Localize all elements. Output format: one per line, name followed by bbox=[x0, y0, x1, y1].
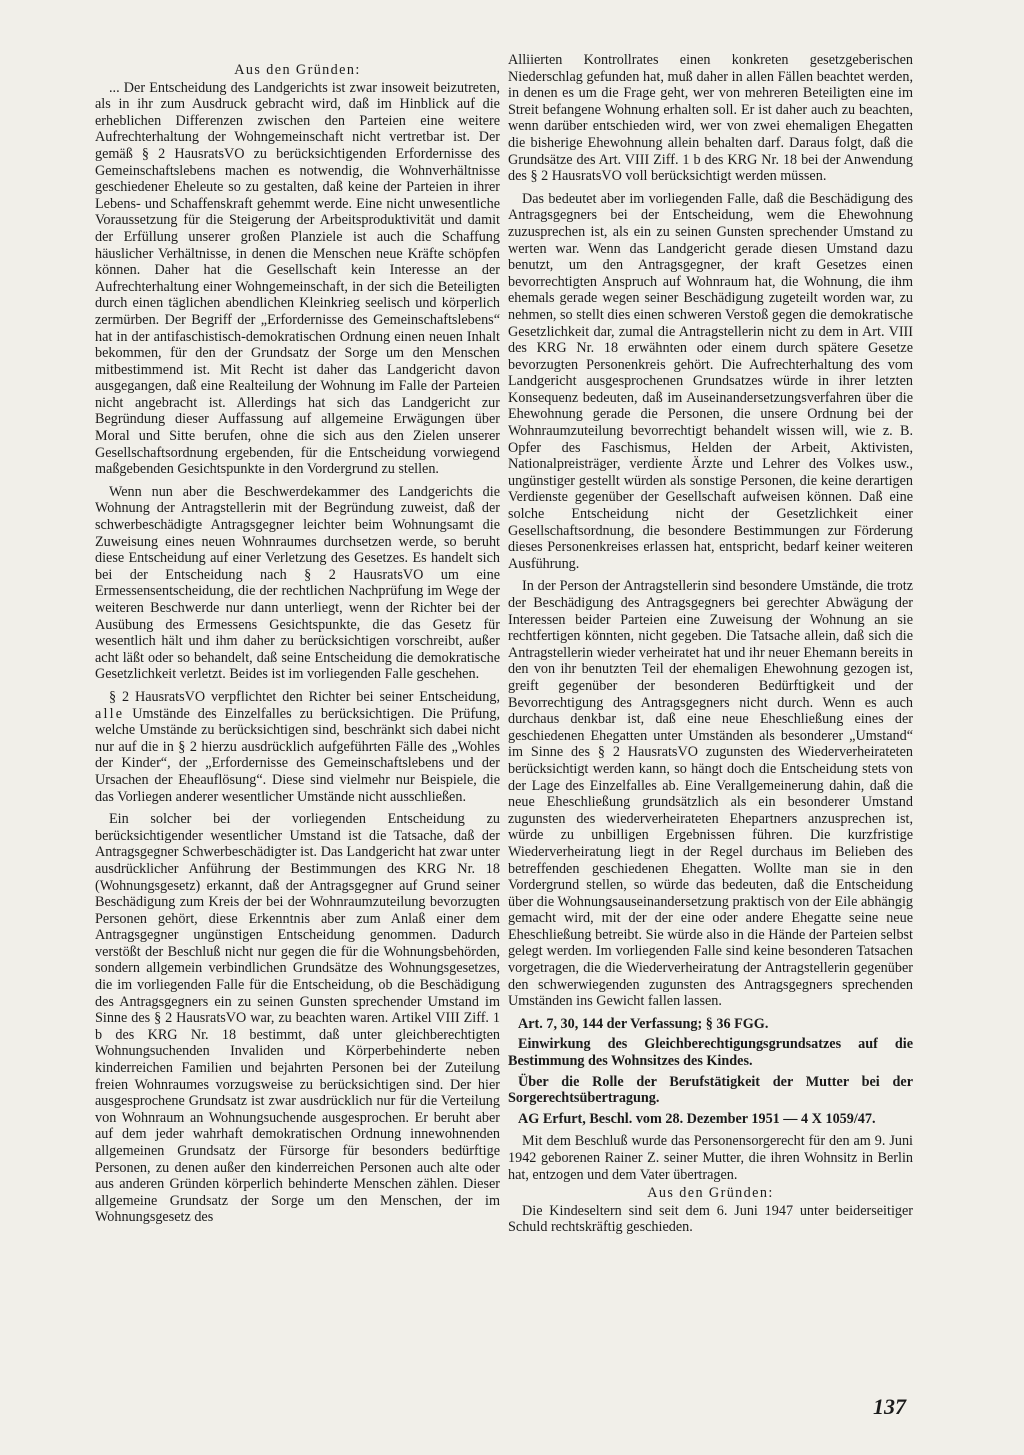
paragraph: Die Kindeseltern sind seit dem 6. Juni 1947 unter beiderseitiger Schuld rechtskräftig geschieden. bbox=[508, 1202, 913, 1236]
case-headnote: Einwirkung des Gleichberechtigungsgrundsatzes auf die Bestimmung des Wohnsitzes des Kindes. bbox=[508, 1036, 913, 1070]
section-heading: Aus den Gründen: bbox=[234, 62, 361, 78]
case-headnote: Über die Rolle der Berufstätigkeit der Mutter bei der Sorgerechtsübertragung. bbox=[508, 1073, 913, 1107]
left-column bbox=[95, 62, 500, 1226]
paragraph: § 2 HausratsVO verpflichtet den Richter bei seiner Entscheidung, alle Umstände des Einzelfalles zu berücksichtigen. Die Prüfung, welche Umstände zu berücksichtigen sind, beschränkt sich dabei nicht nur auf die in § 2 hierzu ausdrücklich aufgeführten Fälle des „Wohles der Kinder“, der „Erfordernisse des Gemeinschaftslebens und der Ursachen der Eheauflösung“. Diese sind vielmehr nur Beispiele, die das Vorliegen anderer wesentlicher Umstände nicht ausschließen. bbox=[95, 688, 500, 805]
spaced-emphasis: alle bbox=[95, 705, 125, 722]
paragraph: Das bedeutet aber im vorliegenden Falle, daß die Beschädigung des Antragsgegners bei der Entscheidung, wem die Ehewohnung zuzusprechen ist, als ein zu seinen Gunsten sprechender Umstand zu werten war. Wenn das Landgericht gerade diesen Umstand dazu benutzt, um den Antragsgegner, der kraft Gesetzes einen bevorrechtigten Anspruch auf Wohnraum hat, die Wohnung, die ihm ehemals gerade wegen seiner Beschädigung zugeteilt worden war, zu nehmen, so stellt dies einen schweren Verstoß gegen die demokratische Gesetzlichkeit dar, zumal die Antragstellerin nicht zu dem in Art. VIII des KRG Nr. 18 erwähnten oder einem durch spätere Gesetze bevorzugten Personenkreis gehört. Die Aufrechterhaltung des vom Landgericht ausgesprochenen Grundsatzes würde in ihrer letzten Konsequenz bedeuten, daß im Auseinandersetzungsverfahren über die Ehewohnung gerade die Personen, die unsere Ordnung bei der Wohnraumzuteilung bevorrechtigt behandelt wissen will, wie z. B. Opfer des Faschismus, Helden der Arbeit, Aktivisten, Nationalpreisträger, verdiente Ärzte und Lehrer des Volkes usw., ungünstiger gestellt würden als sonstige Personen, die keine derartigen Verdienste gegenüber der Gesellschaft aufweisen können. Daß eine solche Entscheidung nicht der Gesetzlichkeit einer Gesellschaftsordnung, die besondere Bestimmungen zur Förderung dieses Personenkreises erlassen hat, entspricht, bedarf keiner weiteren Ausführung. bbox=[508, 190, 913, 572]
page-number: 137 bbox=[873, 1394, 906, 1419]
paragraph: In der Person der Antragstellerin sind besondere Umstände, die trotz der Beschädigung des Antragsgegners bei gerechter Abwägung der Interessen beider Parteien eine Zuweisung der Wohnung an sie rechtfertigen könnten, nicht gegeben. Die Tatsache allein, daß sich die Antragstellerin wieder verheiratet hat und ihr neuer Ehemann bereits in den von ihr benutzten Teil der ehemaligen Ehewohnung gezogen ist, greift gegenüber der besonderen Bedürftigkeit und der Bevorrechtigung des Antragsgegners nicht durch. Wenn es auch durchaus denkbar ist, daß eine neue Eheschließung eines der geschiedenen Ehegatten unter Umständen als besonderer „Umstand“ im Sinne des § 2 HausratsVO zugunsten des Wiederverheirateten berücksichtigt werden kann, so hängt doch die Entscheidung stets von der Lage des Einzelfalles ab. Eine Verallgemeinerung dahin, daß die neue Eheschließung grundsätzlich als ein besonderer Umstand zugunsten des wiederverheirateten Ehepartners anzusprechen ist, würde zu unbilligen Ergebnissen führen. Die kurzfristige Wiederverheiratung liegt in der Regel durchaus im Belieben des betreffenden geschiedenen Ehegatten. Wollte man sie in den Vordergrund stellen, so würde das bedeuten, daß die Entscheidung über die Wohnungsauseinandersetzung praktisch von der Eile abhängig gemacht wird, mit der der eine oder andere Ehegatte seine neue Eheschließung betreibt. Sie würde also in die Hände der Parteien selbst gelegt werden. Im vorliegenden Falle sind keine besonderen Tatsachen vorgetragen, die die Wiederverheiratung der Antragstellerin gegenüber den schwerwiegenden zugunsten des Antragsgegners sprechenden Umständen ins Gewicht fallen lassen. bbox=[508, 578, 913, 1010]
paragraph: Mit dem Beschluß wurde das Personensorgerecht für den am 9. Juni 1942 geborenen Rainer Z. seiner Mutter, die ihren Wohnsitz in Berlin hat, entzogen und dem Vater übertragen. bbox=[508, 1133, 913, 1183]
section-heading: Aus den Gründen: bbox=[647, 1185, 774, 1202]
case-citation: AG Erfurt, Beschl. vom 28. Dezember 1951 — 4 X 1059/47. bbox=[518, 1110, 876, 1127]
right-column bbox=[508, 52, 913, 1236]
case-law-references: Art. 7, 30, 144 der Verfassung; § 36 FGG. bbox=[518, 1015, 769, 1032]
paragraph: ... Der Entscheidung des Landgerichts ist zwar insoweit beizutreten, als in ihr zum Ausdruck gebracht wird, daß im Hinblick auf die erheblichen Differenzen zwischen den Parteien eine weitere Aufrechterhaltung der Wohngemeinschaft nicht vertretbar ist. Der gemäß § 2 HausratsVO zu berücksichtigenden Erfordernisse des Gemeinschaftslebens machen es notwendig, die Wohnverhältnisse geschiedener Eheleute so zu gestalten, daß keine der Parteien in ihrer Lebens- und Schaffenskraft gehemmt werde. Eine nicht unwesentliche Voraussetzung für die Steigerung der Arbeitsproduktivität und damit der Erfüllung unserer großen Planziele ist auch die Schaffung häuslicher Verhältnisse, in denen die Menschen neue Kräfte schöpfen können. Daher hat die Gesellschaft kein Interesse an der Aufrechterhaltung einer Wohngemeinschaft, in der sich die Beteiligten durch einen täglichen abendlichen Kleinkrieg seelisch und körperlich zermürben. Der Begriff der „Erfordernisse des Gemeinschaftslebens“ hat in der antifaschistisch-demokratischen Ordnung einen neuen Inhalt bekommen, für den der Grundsatz der Sorge um den Menschen mitbestimmend ist. Mit Recht ist daher das Landgericht davon ausgegangen, daß eine Realteilung der Wohnung im Falle der Parteien nicht angebracht ist. Allerdings hat sich das Landgericht zur Begründung dieser Auffassung auf allgemeine Erwägungen über Moral und Sitte berufen, ohne die sich aus den Zielen unserer Gesellschaftsordnung ergebenden, für die Entscheidung vorwiegend maßgebenden Gesichtspunkte in den Vordergrund zu stellen. bbox=[95, 79, 500, 478]
paragraph: Alliierten Kontrollrates einen konkreten gesetzgeberischen Niederschlag gefunden hat, muß daher in allen Fällen beachtet werden, in denen es um die Frage geht, wer von mehreren Beteiligten eine im Streit befangene Wohnung erhalten soll. Er ist daher auch zu beachten, wenn darüber entschieden wird, wer von zwei ehemaligen Ehegatten die bisherige Ehewohnung allein behalten darf. Daraus folgt, daß die Grundsätze des Art. VIII Ziff. 1 b des KRG Nr. 18 bei der Anwendung des § 2 HausratsVO voll berücksichtigt werden müssen. bbox=[508, 52, 913, 185]
paragraph: Ein solcher bei der vorliegenden Entscheidung zu berücksichtigender wesentlicher Umstand ist die Tatsache, daß der Antragsgegner Schwerbeschädigter ist. Das Landgericht hat zwar unter ausdrücklicher Anführung der Bestimmungen des KRG Nr. 18 (Wohnungsgesetz) erkannt, daß der Antragsgegner auf Grund seiner Beschädigung zum Kreis der bei der Wohnraumzuteilung bevorzugten Personen gehört, diese Erkenntnis aber zum Anlaß einer dem Antragsgegner ungünstigen Entscheidung genommen. Dadurch verstößt der Beschluß nicht nur gegen die für die Wohnungsbehörden, sondern allgemein verbindlichen Grundsätze des Wohnungsgesetzes, die im vorliegenden Falle für die Entscheidung, ob die Beschädigung des Antragsgegners ein zu seinen Gunsten sprechender Umstand im Sinne des § 2 HausratsVO war, zu beachten waren. Artikel VIII Ziff. 1 b des KRG Nr. 18 bestimmt, daß unter gleichberechtigten Wohnungsuchenden Invaliden und Körperbehinderte neben kinderreichen Familien und bejahrten Personen bei der Zuteilung freien Wohnraumes vorzugsweise zu berücksichtigen sind. Der hier ausgesprochene Grundsatz ist zwar ausdrücklich nur für die Verteilung von Wohnraum an Wohnungsuchende ausgesprochen. Er beruht aber auf dem jeder wahrhaft demokratischen Ordnung innewohnenden allgemeinen Grundsatz der Fürsorge für besonders bedürftige Personen, zu denen außer den kinderreichen Personen auch alte oder aus anderen Gründen körperlich behinderte Menschen zählen. Dieser allgemeine Grundsatz der Sorge um den Menschen, der im Wohnungsgesetz des bbox=[95, 811, 500, 1226]
paragraph: Wenn nun aber die Beschwerdekammer des Landgerichts die Wohnung der Antragstellerin mit der Begründung zuweist, daß der schwerbeschädigte Antragsgegner leichter beim Wohnungsamt die Zuweisung eines neuen Wohnraumes durchsetzen werde, so beruht diese Entscheidung auf einer Verletzung des Gesetzes. Es handelt sich bei der Entscheidung nach § 2 HausratsVO um eine Ermessensentscheidung, die der rechtlichen Nachprüfung im Wege der weiteren Beschwerde nur dann unterliegt, wenn der Richter bei der Ausübung des Ermessens Gesichtspunkte, die das Gesetz für wesentlich hält und ihm daher zu berücksichtigen vorschreibt, außer acht läßt oder so behandelt, daß seine Entscheidung die demokratische Gesetzlichkeit verletzt. Beides ist im vorliegenden Falle geschehen. bbox=[95, 483, 500, 683]
